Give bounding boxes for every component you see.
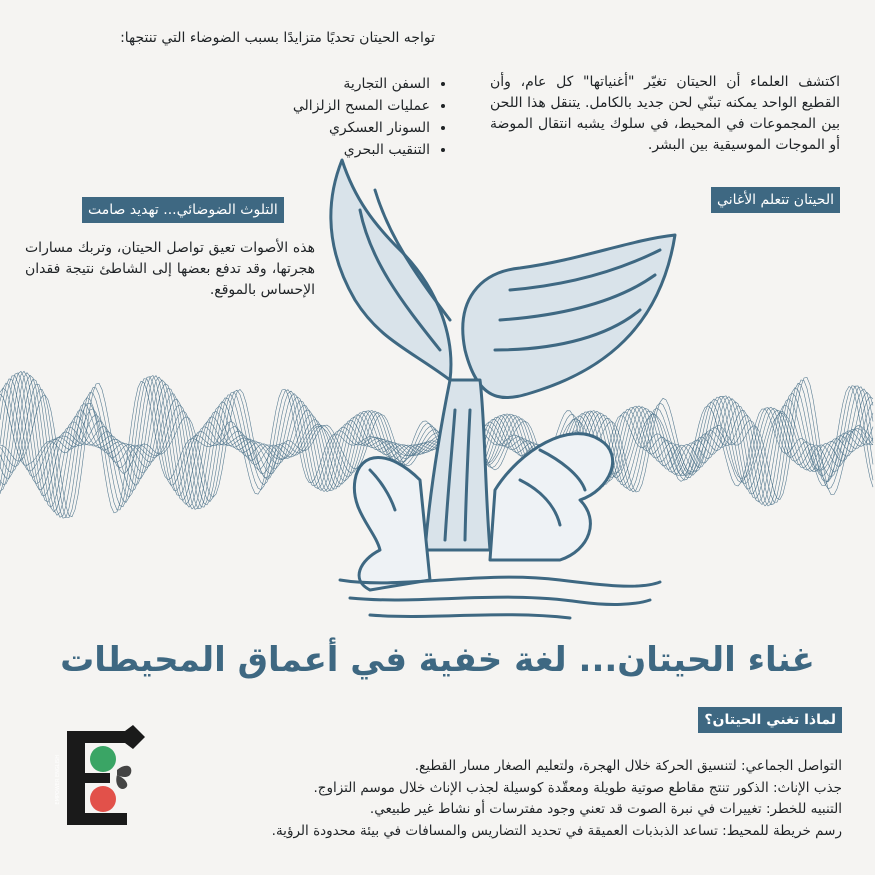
reason-item: رسم خريطة للمحيط: تساعد الذبذبات العميقة في تحديد التضاريس والمسافات في بيئة محدودة الرؤية. [271, 822, 842, 839]
songs-paragraph: اكتشف العلماء أن الحيتان تغيّر "أغنياتها" كل عام، وأن القطيع الواحد يمكنه تبنّي لحن جديد بالكامل. يتنقل هذا اللحن بين المجموعات في المحيط، في سلوك يشبه انتقال الموضة أو الموجات الموسيقية بين البشر. [490, 74, 840, 153]
logo-text: EMPOWER ENGLISH [55, 755, 61, 805]
noise-sources-list [250, 73, 456, 161]
reasons-list [142, 756, 842, 842]
empower-logo-icon [55, 725, 150, 830]
page-title: غناء الحيتان... لغة خفية في أعماق المحيطات [60, 640, 815, 680]
songs-tag: الحيتان تتعلم الأغاني [711, 187, 840, 213]
noise-source-item: • السفن التجارية [250, 73, 430, 95]
whale-tail-icon [280, 150, 720, 640]
reason-item: التنبيه للخطر: تغييرات في نبرة الصوت قد تعني وجود مفترسات أو نشاط غير طبيعي. [369, 801, 842, 817]
noise-intro: تواجه الحيتان تحديًا متزايدًا بسبب الضوضاء التي تنتجها: [120, 30, 435, 46]
noise-source-item: • السونار العسكري [250, 117, 430, 139]
why-tag: لماذا تغني الحيتان؟ [698, 707, 842, 733]
noise-effect-paragraph: هذه الأصوات تعيق تواصل الحيتان، وتربك مسارات هجرتها، وقد تدفع بعضها إلى الشاطئ نتيجة فقدان الإحساس بالموقع. [25, 240, 315, 298]
noise-source-item: • التنقيب البحري [250, 139, 430, 161]
reason-item: جذب الإناث: الذكور تنتج مقاطع صوتية طويلة ومعقّدة كوسيلة لجذب الإناث خلال موسم التزاوج. [313, 779, 842, 796]
noise-tag: التلوث الضوضائي... تهديد صامت [82, 197, 284, 223]
noise-source-item: • عمليات المسح الزلزالي [250, 95, 430, 117]
reason-item: التواصل الجماعي: لتنسيق الحركة خلال الهجرة، ولتعليم الصغار مسار القطيع. [414, 758, 842, 774]
